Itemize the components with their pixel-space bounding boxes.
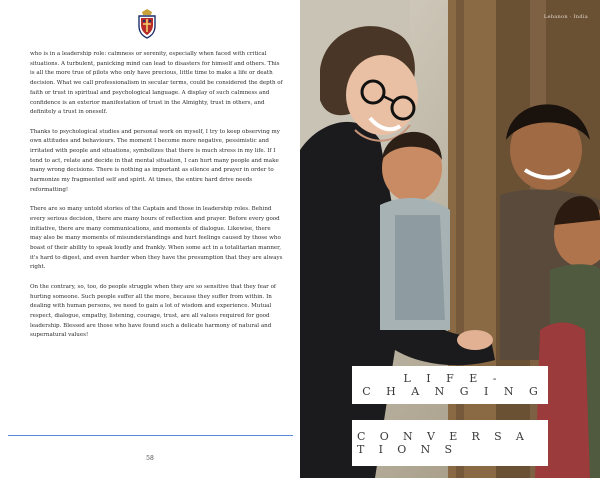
paragraph-4: On the contrary, so, too, do people struggle when they are so sensitive that they fear of hurting someone. Such people suffer all the more, because they suffer from within. In dealing with human persons, we need to gain a lot of wisdom and experience. Mutual respect, dialogue, empathy, listening, courage, trust, are all values required for good leadership. Blessed are those who have found such a delicate harmony of natural and supernatural values! (30, 283, 276, 339)
title-line-2: C H A N G I N G (362, 385, 544, 398)
subtitle-text: C O N V E R S A T I O N S (357, 430, 530, 456)
photo-caption: Lebanon · India (543, 14, 588, 20)
body-text (30, 50, 284, 351)
paragraph-1: who is in a leadership role: calmness or serenity, especially when faced with critical situations. A turbulent, panicking mind can lead to disasters for himself and others. This is all the more true of pilots who only have precious, little time to make a life or death decision. What we call professionalism in secular terms, could be considered the depth of faith or trust in spiritual and psychological language. A display of such calmness and confidence is an exterior manifestation of trust in the Almighty, trust in others, and definitely a trust in oneself. (30, 51, 283, 116)
coat-of-arms-icon (136, 9, 158, 39)
title-box (352, 366, 548, 404)
footer-rule (8, 435, 293, 436)
subtitle-box (352, 420, 548, 466)
title-line-1: L I F E - (403, 372, 503, 385)
page-number: 58 (146, 455, 154, 462)
paragraph-2: Thanks to psychological studies and personal work on myself, I try to keep observing my own attitudes and behaviours. The moment I become more negative, pessimistic and irritated with people and situations, symbolizes that there is much stress in my life. If I tend to act, relate and decide in that mental situation, I can hurt many people and make many wrong decisions. There is nothing as important as silence and prayer in order to harmonize my fragmented self and spirit. At times, the entire hard drive needs reformatting! (30, 128, 280, 193)
paragraph-3: There are so many untold stories of the Captain and those in leadership roles. Behind every serious decision, there are many hours of reflection and prayer. Before every good initiative, there are many communications, and moments of dialogue. Likewise, there may also be many moments of misunderstandings and hurt feelings caused by those who boast of their ability to speak loudly and frankly. When some act in a totalitarian manner, it's hard to digest, and even harder when they have the presumption that they are always right. (30, 206, 283, 271)
photo-woman-with-children (300, 0, 600, 478)
right-page (300, 0, 600, 478)
